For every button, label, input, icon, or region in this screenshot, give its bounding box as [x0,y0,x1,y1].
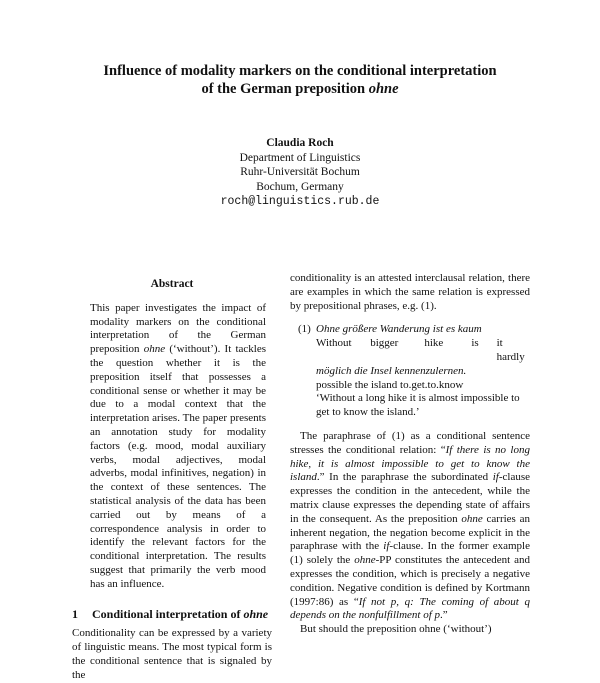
p2-text: The paraphrase of (1) as a conditional sentence stresses the conditional relation: “ [290,429,530,456]
abstract-heading: Abstract [150,278,194,290]
p2-italic: if [492,471,499,484]
title-italic-word: ohne [368,81,399,97]
example-line-3: möglich die Insel kennenzulernen. [316,364,467,377]
title-line-1: Influence of modality markers on the conditional interpretation [103,63,497,79]
right-column [290,272,530,637]
author-name: Claudia Roch [266,137,334,149]
p2-italic: If not p, q: The coming of about q depends on the nonfulfillment of p [290,595,530,622]
left-column [72,272,272,683]
p2-text: -clause expresses the condition in the antecedent, while the matrix clause expresses the depending state of affairs in the consequent. As the preposition [290,471,530,525]
p2-italic: ohne [461,512,483,525]
gloss-word: hike [424,337,444,350]
p2-text: .” In the paraphrase the subordinated [316,471,493,484]
p2-italic: If there is no long hike, it is almost impossible to get to know the island [290,443,530,484]
author-email[interactable]: roch@linguistics.rub.de [220,195,380,208]
gloss-word: bigger [370,337,399,350]
author-dept: Department of Linguistics [239,151,361,164]
right-paragraph-0: conditionality is an attested interclausal relation, there are examples in which the same relation is expressed by prepositional phrases, e.g. (1). [290,272,530,312]
p2-italic: if [383,540,390,553]
author-city: Bochum, Germany [256,180,344,193]
p2-text: -PP constitutes the antecedent and expresses the condition, which is precisely a negative condition. Negative condition is defined by Kortmann (1997:86) as “ [290,554,530,608]
abstract-italic-word: ohne [143,343,166,356]
author-block [150,136,450,210]
right-paragraph-3: But should the preposition ohne (‘without’) [300,623,492,636]
title-line-2 [40,80,560,98]
section-1-heading [72,608,272,622]
section-heading-text: Conditional interpretation of [92,606,244,621]
example-line-4: possible the island to.get.to.know [316,378,464,391]
example-translation: ‘Without a long hike it is almost impossible to get to know the island.’ [316,392,520,419]
gloss-word: is [471,337,479,350]
example-gloss-line [316,337,530,365]
gloss-word: Without [316,337,352,350]
p2-text: .” [440,609,448,622]
abstract-body [72,302,272,592]
right-paragraph-2 [290,430,530,623]
author-univ: Ruhr-Universität Bochum [240,166,360,178]
section-heading-italic: ohne [243,606,269,621]
p2-italic: ohne [354,554,376,567]
p2-text: -clause. In the former example (1) solely the [290,540,530,567]
paper-title [40,62,560,98]
abstract-text-1: This paper investigates the impact of modality markers on the conditional interpretation of the German preposition [90,301,266,356]
section-number: 1 [72,606,78,621]
p2-text: carries an inherent negation, the negation become explicit in the paraphrase with the [290,512,530,553]
example-line-1: Ohne größere Wanderung ist es kaum [316,323,482,336]
example-number: (1) [298,323,311,336]
section-1-paragraph: Conditionality can be expressed by a variety of linguistic means. The most typical form is the conditional sentence that is signaled by the [72,627,272,681]
gloss-word: it hardly [496,337,525,363]
abstract-text-2: (‘without’). It tackles the question whether it is the preposition itself that possesses a conditional sense or whether it may be due to a modal context that the interpretation arises. The paper presents an annotation study for modality factors (e.g. mood, modal auxiliary verbs, modal adjectives, modal adverbs, modal infinitives, negation) in the context of these sentences. The statistical analysis of the data has been carried out by means of a correspondence analysis in order to identify the relevant factors for the conditional interpretation. The results suggest that primarily the verb mood has an influence. [90,343,267,590]
example-1 [290,323,530,420]
title-line-2-text: of the German preposition [201,81,369,97]
